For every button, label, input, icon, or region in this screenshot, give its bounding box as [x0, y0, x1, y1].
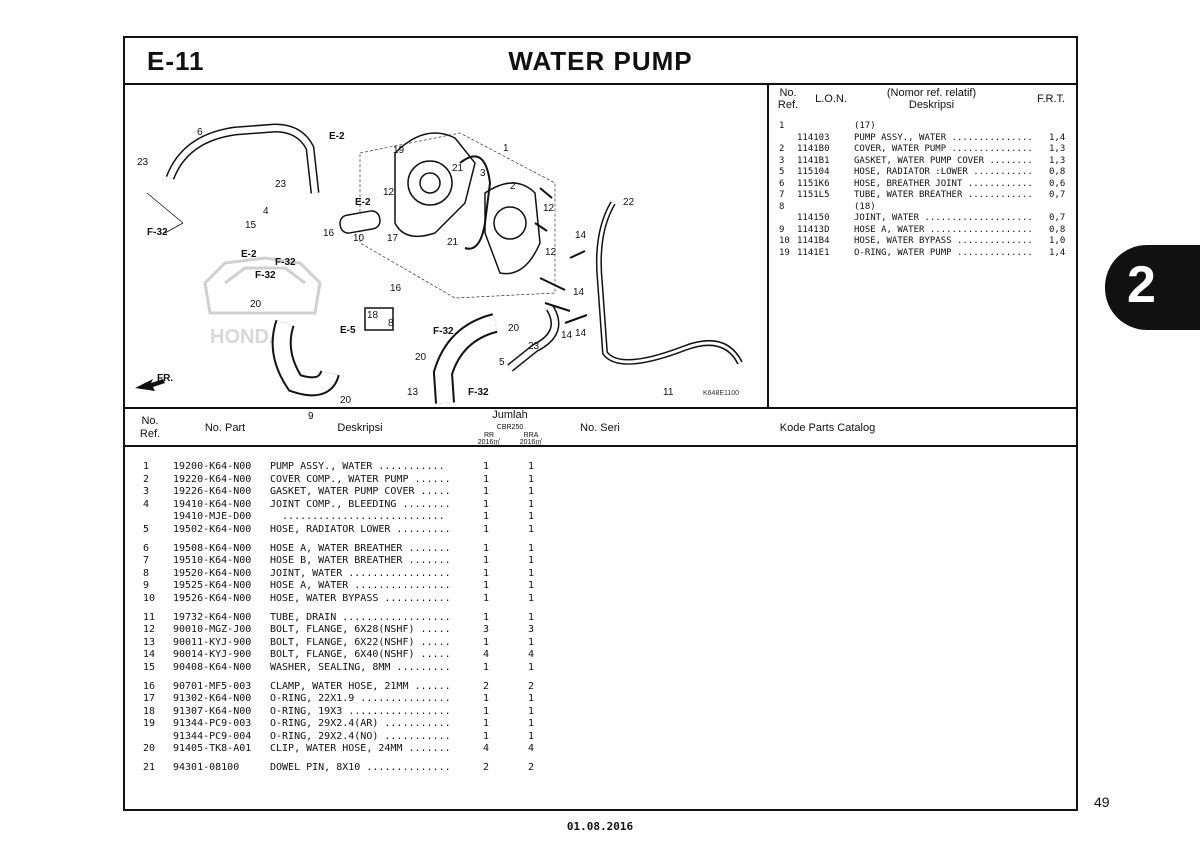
- part-10-bypass-hose: [339, 210, 382, 235]
- lon-frt: 1,4: [1049, 132, 1066, 143]
- svg-text:11: 11: [663, 387, 674, 398]
- lon-ref: 8: [779, 201, 785, 212]
- lon-row: [769, 121, 1076, 133]
- qty-rr: 1: [483, 461, 490, 472]
- header-model: CBR250: [496, 424, 524, 431]
- lon-ref: 6: [779, 178, 785, 189]
- lon-code: 1141B4: [797, 236, 830, 246]
- part-number: 91307-K64-N00: [173, 705, 252, 717]
- parts-row: [125, 743, 1076, 756]
- part-ref: 13: [143, 636, 156, 648]
- lon-table-header: [769, 85, 1076, 113]
- lon-frt: 0,7: [1049, 190, 1066, 200]
- qty-rr: 1: [483, 542, 490, 554]
- qty-rra: 1: [528, 693, 535, 705]
- part-number: 90011-KYJ-900: [173, 636, 252, 648]
- svg-text:14: 14: [561, 330, 573, 341]
- svg-text:1: 1: [503, 143, 509, 154]
- part-1-pump-assy: [395, 133, 540, 274]
- svg-text:20: 20: [415, 352, 427, 363]
- part-ref: 21: [143, 762, 156, 774]
- qty-rra: 1: [528, 730, 535, 742]
- qty-rr: 2: [483, 680, 490, 692]
- parts-row: [125, 555, 1076, 568]
- svg-text:FR.: FR.: [157, 373, 174, 384]
- svg-text:23: 23: [275, 179, 287, 190]
- qty-rra: 1: [528, 705, 535, 717]
- lon-row: [769, 156, 1076, 168]
- part-number: 90408-K64-N00: [173, 661, 252, 673]
- section-tab-number: 2: [1127, 256, 1156, 314]
- part-ref: 14: [143, 649, 156, 661]
- parts-list-header: [125, 409, 1076, 447]
- part-desc: O-RING, 19X3 .................: [270, 705, 451, 717]
- part-ref: 16: [143, 680, 156, 692]
- lon-ref: 19: [779, 247, 790, 258]
- parts-row: [125, 762, 1076, 775]
- svg-text:16: 16: [390, 283, 402, 294]
- part-desc: GASKET, WATER PUMP COVER .....: [270, 486, 451, 498]
- qty-rra: 1: [528, 523, 535, 535]
- lon-frt: 0,8: [1049, 167, 1066, 177]
- qty-rr: 1: [483, 718, 490, 730]
- svg-text:10: 10: [353, 233, 365, 244]
- parts-row: [125, 568, 1076, 581]
- svg-text:12: 12: [543, 203, 555, 214]
- parts-row: [125, 706, 1076, 719]
- svg-text:19: 19: [393, 145, 405, 156]
- qty-rr: 1: [483, 498, 490, 510]
- part-number: 91405-TK8-A01: [173, 743, 252, 755]
- header-catalog: Kode Parts Catalog: [779, 422, 876, 434]
- lon-desc: TUBE, WATER BREATHER ............: [854, 190, 1033, 200]
- honda-logo-text: HONDA: [210, 326, 284, 348]
- qty-rr: 1: [483, 693, 490, 705]
- part-desc: TUBE, DRAIN ..................: [270, 611, 451, 623]
- svg-text:12: 12: [383, 187, 395, 198]
- part-number: 19200-K64-N00: [173, 461, 252, 472]
- part-number: 91302-K64-N00: [173, 693, 252, 705]
- lon-frt: 1,3: [1049, 155, 1066, 166]
- qty-rr: 1: [483, 567, 490, 579]
- lon-desc: O-RING, WATER PUMP ..............: [854, 247, 1033, 258]
- part-desc: WASHER, SEALING, 8MM .........: [270, 661, 451, 673]
- qty-rr: 1: [483, 555, 490, 567]
- qty-rra: 1: [528, 580, 535, 592]
- lon-ref: 2: [779, 144, 785, 154]
- svg-text:F-32: F-32: [468, 387, 489, 398]
- qty-rra: 1: [528, 636, 535, 648]
- part-number: 19502-K64-N00: [173, 523, 252, 535]
- part-ref: 5: [143, 523, 150, 535]
- lon-ref: 9: [779, 224, 785, 235]
- qty-rra: 1: [528, 567, 535, 579]
- qty-rr: 1: [483, 523, 490, 535]
- part-6-hose: [170, 128, 315, 193]
- part-number: 19220-K64-N00: [173, 473, 252, 485]
- part-ref: 17: [143, 693, 156, 705]
- svg-text:E-2: E-2: [241, 249, 257, 260]
- part-desc: BOLT, FLANGE, 6X22(NSHF) .....: [270, 636, 451, 648]
- lon-header-desc: (Nomor ref. relatif) Deskripsi: [886, 87, 977, 111]
- svg-text:F-32: F-32: [275, 257, 296, 268]
- lon-frt: 0,7: [1049, 213, 1066, 223]
- part-ref: 1: [143, 461, 150, 472]
- front-direction-arrow: [135, 373, 173, 391]
- section-tab: [1105, 245, 1200, 330]
- part-ref: 18: [143, 705, 156, 717]
- part-number: 19510-K64-N00: [173, 555, 252, 567]
- parts-row: [125, 524, 1076, 537]
- lon-code: 11413D: [797, 224, 830, 235]
- lon-frt: 0,6: [1049, 178, 1066, 189]
- qty-rra: 4: [528, 649, 535, 661]
- part-desc: HOSE, RADIATOR LOWER .........: [270, 523, 451, 535]
- part-ref: 10: [143, 592, 156, 604]
- lon-desc: HOSE A, WATER ...................: [854, 224, 1033, 235]
- qty-rr: 1: [483, 592, 490, 604]
- qty-rr: 1: [483, 705, 490, 717]
- page-number: 49: [1094, 794, 1110, 810]
- print-date: 01.08.2016: [566, 820, 634, 833]
- part-ref: 3: [143, 486, 150, 498]
- svg-text:20: 20: [340, 395, 352, 406]
- lon-desc: (18): [854, 201, 876, 212]
- lon-desc: JOINT, WATER ....................: [854, 213, 1033, 223]
- svg-text:4: 4: [263, 206, 269, 217]
- lon-code: 1151L5: [797, 190, 830, 200]
- parts-page-frame: [123, 36, 1078, 811]
- part-desc: JOINT, WATER .................: [270, 567, 451, 579]
- part-desc: O-RING, 22X1.9 ...............: [270, 693, 451, 705]
- part-desc: BOLT, FLANGE, 6X40(NSHF) .....: [270, 649, 451, 661]
- part-desc: CLIP, WATER HOSE, 24MM .......: [270, 743, 451, 755]
- qty-rr: 3: [483, 624, 490, 636]
- header-desc: Deskripsi: [337, 422, 383, 434]
- lon-row: [769, 190, 1076, 202]
- qty-rra: 4: [528, 743, 535, 755]
- qty-rra: 1: [528, 718, 535, 730]
- svg-text:F-32: F-32: [255, 270, 276, 281]
- qty-rra: 2: [528, 680, 535, 692]
- qty-rr: 1: [483, 611, 490, 623]
- diagram-image-code: K648E1100: [703, 390, 740, 397]
- qty-rr: 1: [483, 486, 490, 498]
- svg-text:3: 3: [480, 168, 486, 179]
- lon-desc: HOSE, BREATHER JOINT ............: [854, 178, 1033, 189]
- part-number: 19525-K64-N00: [173, 580, 252, 592]
- part-number: 90014-KYJ-900: [173, 649, 252, 661]
- part-number: 19732-K64-N00: [173, 611, 252, 623]
- parts-row: [125, 486, 1076, 499]
- lon-frt: 1,4: [1049, 247, 1066, 258]
- header-year-rr: 2016㎡: [477, 439, 501, 446]
- qty-rr: 1: [483, 580, 490, 592]
- lon-frt: 1,3: [1049, 144, 1066, 154]
- svg-text:17: 17: [387, 233, 399, 244]
- svg-text:E-5: E-5: [340, 325, 356, 336]
- qty-rra: 1: [528, 498, 535, 510]
- svg-text:F-32: F-32: [433, 326, 454, 337]
- svg-text:6: 6: [197, 127, 203, 138]
- part-number: 19410-MJE-D00: [173, 511, 252, 523]
- svg-text:15: 15: [245, 220, 257, 231]
- lon-table-rows: [769, 121, 1076, 259]
- svg-text:E-2: E-2: [355, 197, 371, 208]
- qty-rra: 3: [528, 624, 535, 636]
- svg-text:E-2: E-2: [329, 131, 345, 142]
- parts-row: [125, 637, 1076, 650]
- parts-row: [125, 474, 1076, 487]
- part-11-drain-tube: [599, 203, 740, 363]
- lon-desc: GASKET, WATER PUMP COVER ........: [854, 155, 1033, 166]
- lon-row: [769, 144, 1076, 156]
- part-desc: ...........................: [270, 511, 445, 523]
- part-desc: CLAMP, WATER HOSE, 21MM ......: [270, 680, 451, 692]
- lon-desc: PUMP ASSY., WATER ...............: [854, 132, 1033, 143]
- svg-text:14: 14: [573, 287, 585, 298]
- part-desc: DOWEL PIN, 8X10 ..............: [270, 762, 451, 774]
- qty-rr: 1: [483, 636, 490, 648]
- lon-code: 114103: [797, 132, 830, 143]
- qty-rr: 1: [483, 473, 490, 485]
- lon-header-no-ref: No. Ref.: [777, 87, 799, 111]
- svg-text:12: 12: [545, 247, 557, 258]
- lon-ref: 7: [779, 190, 785, 200]
- section-code: E-11: [147, 46, 205, 76]
- lon-header-lon: L.O.N.: [815, 93, 847, 105]
- part-desc: HOSE A, WATER BREATHER .......: [270, 542, 451, 554]
- qty-rra: 1: [528, 661, 535, 673]
- svg-text:5: 5: [499, 357, 505, 368]
- lon-code: 1141E1: [797, 247, 830, 258]
- svg-text:9: 9: [308, 411, 314, 422]
- parts-row: [125, 731, 1076, 744]
- part-desc: BOLT, FLANGE, 6X28(NSHF) .....: [270, 624, 451, 636]
- parts-list-rows: [125, 461, 1076, 775]
- lon-table: [769, 83, 1076, 409]
- part-ref: 2: [143, 473, 150, 485]
- lon-ref: 5: [779, 167, 785, 177]
- lon-desc: HOSE, WATER BYPASS ..............: [854, 236, 1033, 246]
- lon-ref: 1: [779, 121, 785, 131]
- header-rr: RR: [483, 432, 495, 439]
- lon-code: 1141B1: [797, 155, 830, 166]
- part-number: 19526-K64-N00: [173, 592, 252, 604]
- qty-rr: 2: [483, 762, 490, 774]
- svg-text:20: 20: [250, 299, 262, 310]
- svg-text:23: 23: [137, 157, 149, 168]
- svg-text:8: 8: [388, 318, 394, 329]
- header-no-ref: No. Ref.: [139, 415, 161, 440]
- part-desc: O-RING, 29X2.4(NO) ...........: [270, 730, 451, 742]
- parts-row: [125, 461, 1076, 474]
- part-ref: 19: [143, 718, 156, 730]
- qty-rra: 1: [528, 473, 535, 485]
- part-desc: O-RING, 29X2.4(AR) ...........: [270, 718, 451, 730]
- part-desc: HOSE, WATER BYPASS ...........: [270, 592, 451, 604]
- part-number: 19410-K64-N00: [173, 498, 252, 510]
- header-jumlah: Jumlah: [492, 409, 528, 421]
- lon-code: 1141B0: [797, 144, 830, 154]
- part-number: 19520-K64-N00: [173, 567, 252, 579]
- svg-text:2: 2: [510, 181, 516, 192]
- lon-row: [769, 213, 1076, 225]
- lon-code: 114150: [797, 213, 830, 223]
- lon-desc: (17): [854, 121, 876, 131]
- lon-code: 115104: [797, 167, 830, 177]
- svg-text:21: 21: [447, 237, 459, 248]
- qty-rra: 2: [528, 762, 535, 774]
- parts-row: [125, 593, 1076, 606]
- svg-text:14: 14: [575, 328, 587, 339]
- title-bar: [125, 38, 1076, 85]
- qty-rr: 1: [483, 661, 490, 673]
- part-ref: 11: [143, 611, 156, 623]
- part-number: 94301-08100: [173, 762, 240, 774]
- lon-ref: 10: [779, 236, 790, 246]
- part-ref: 20: [143, 743, 156, 755]
- page-title: WATER PUMP: [508, 46, 693, 76]
- lon-row: [769, 248, 1076, 260]
- lon-row: [769, 236, 1076, 248]
- honda-logo-watermark: [205, 258, 320, 313]
- part-number: 91344-PC9-004: [173, 730, 252, 742]
- lon-row: [769, 179, 1076, 191]
- lon-ref: 3: [779, 155, 785, 166]
- part-ref: 15: [143, 661, 156, 673]
- part-desc: COVER COMP., WATER PUMP ......: [270, 473, 451, 485]
- part-ref: 12: [143, 624, 156, 636]
- parts-row: [125, 624, 1076, 637]
- part-desc: PUMP ASSY., WATER ...........: [270, 461, 445, 472]
- svg-text:16: 16: [323, 228, 335, 239]
- svg-text:14: 14: [575, 230, 587, 241]
- part-ref: 9: [143, 580, 150, 592]
- part-number: 19226-K64-N00: [173, 486, 252, 498]
- part-number: 91344-PC9-003: [173, 718, 252, 730]
- header-rra: RRA: [523, 432, 539, 439]
- header-no-part: No. Part: [204, 422, 246, 434]
- parts-row: [125, 612, 1076, 625]
- svg-text:22: 22: [623, 197, 635, 208]
- parts-row: [125, 499, 1076, 512]
- lon-code: 1151K6: [797, 178, 830, 189]
- qty-rra: 1: [528, 592, 535, 604]
- svg-text:18: 18: [367, 310, 379, 321]
- parts-row: [125, 543, 1076, 556]
- qty-rra: 1: [528, 542, 535, 554]
- parts-row: [125, 693, 1076, 706]
- part-desc: HOSE B, WATER BREATHER .......: [270, 555, 451, 567]
- part-desc: HOSE A, WATER ................: [270, 580, 451, 592]
- svg-text:13: 13: [407, 387, 419, 398]
- lon-desc: HOSE, RADIATOR :LOWER ...........: [854, 167, 1033, 177]
- qty-rr: 4: [483, 743, 490, 755]
- lon-frt: 0,8: [1049, 224, 1066, 235]
- qty-rra: 1: [528, 555, 535, 567]
- header-no-seri: No. Seri: [580, 422, 620, 434]
- lon-header-frt: F.R.T.: [1036, 93, 1066, 105]
- part-desc: JOINT COMP., BLEEDING ........: [270, 498, 451, 510]
- part-number: 19508-K64-N00: [173, 542, 252, 554]
- parts-row: [125, 681, 1076, 694]
- lon-row: [769, 225, 1076, 237]
- svg-text:F-32: F-32: [147, 227, 168, 238]
- lon-desc: COVER, WATER PUMP ...............: [854, 144, 1033, 154]
- lon-row: [769, 167, 1076, 179]
- qty-rra: 1: [528, 611, 535, 623]
- lon-frt: 1,0: [1049, 236, 1066, 246]
- qty-rra: 1: [528, 511, 535, 523]
- header-year-rra: 2016㎡: [519, 439, 543, 446]
- parts-row: [125, 718, 1076, 731]
- parts-row: [125, 511, 1076, 524]
- qty-rr: 1: [483, 730, 490, 742]
- part-ref: 8: [143, 567, 150, 579]
- qty-rr: 4: [483, 649, 490, 661]
- svg-text:21: 21: [452, 163, 464, 174]
- parts-row: [125, 580, 1076, 593]
- part-ref: 7: [143, 555, 150, 567]
- qty-rra: 1: [528, 461, 535, 472]
- part-ref: 6: [143, 542, 150, 554]
- svg-text:23: 23: [528, 341, 540, 352]
- lon-row: [769, 202, 1076, 214]
- part-number: 90010-MGZ-J00: [173, 624, 252, 636]
- svg-text:20: 20: [508, 323, 520, 334]
- qty-rr: 1: [483, 511, 490, 523]
- part-ref: 4: [143, 498, 150, 510]
- qty-rra: 1: [528, 486, 535, 498]
- parts-row: [125, 662, 1076, 675]
- parts-row: [125, 649, 1076, 662]
- lon-row: [769, 133, 1076, 145]
- part-number: 90701-MF5-003: [173, 680, 252, 692]
